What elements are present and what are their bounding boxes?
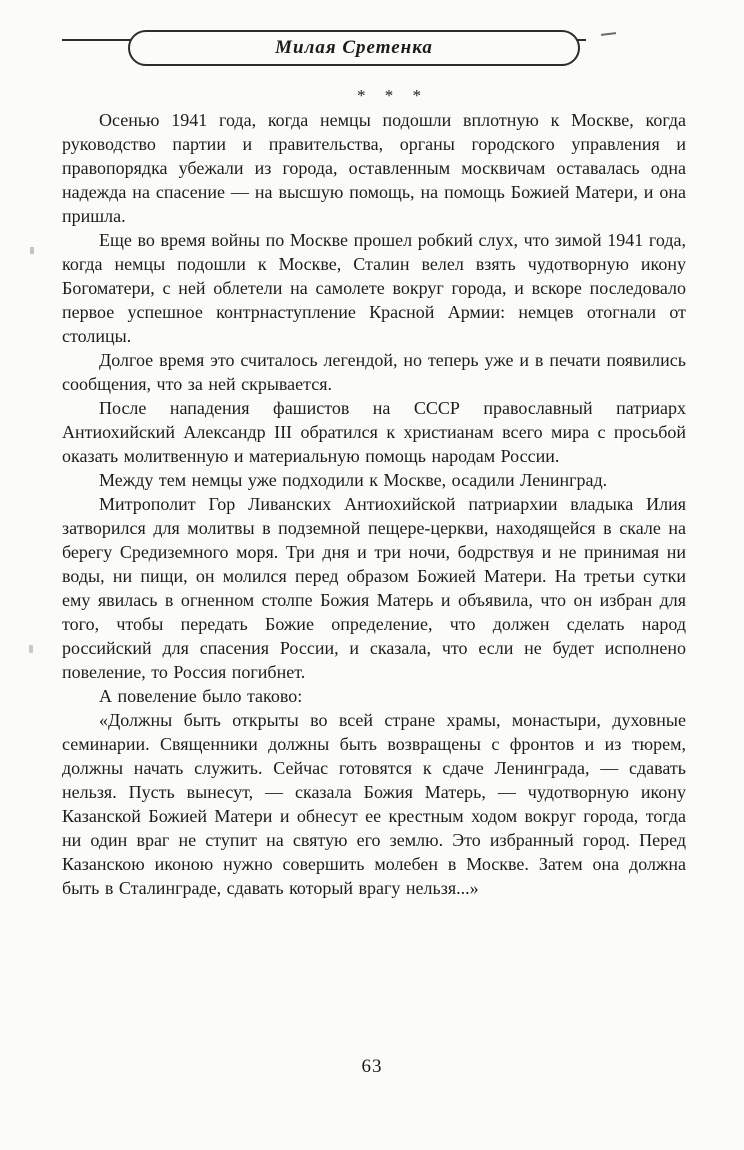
section-divider: * * *: [357, 86, 428, 105]
paragraph: После нападения фашистов на СССР православный патриарх Антиохийский Александр III обратился к христианам всего мира с просьбой оказать молитвенную и материальную помощь народам России.: [62, 398, 686, 466]
page-number: 63: [361, 1056, 383, 1077]
scan-speck: [30, 247, 34, 254]
scan-speck: [29, 645, 33, 653]
paragraph: А повеление было таково:: [99, 686, 303, 706]
header-title-frame: [128, 30, 580, 66]
paragraph: Между тем немцы уже подходили к Москве, осадили Ленинград.: [99, 470, 608, 490]
paragraph: Долгое время это считалось легендой, но теперь уже и в печати появились сообщения, что за ней скрывается.: [62, 350, 686, 394]
paragraph: «Должны быть открыты во всей стране храмы, монастыри, духовные семинарии. Священники должны быть возвращены с фронтов и из тюрем, должны начать служить. Сейчас готовятся к сдаче Ленинграда, — сдавать нельзя. Пусть вынесут, — сказала Божия Матерь, — чудотворную икону Казанской Божией Матери и обнесут ее крестным ходом вокруг города, тогда ни один враг не ступит на святую его землю. Это избранный город. Перед Казанскою иконою нужно совершить молебен в Москве. Затем она должна быть в Сталинграде, сдавать который врагу нельзя...»: [62, 710, 686, 898]
header-dash-mark: [601, 32, 616, 36]
book-title: Милая Сретенка: [275, 37, 433, 58]
page-body-text: [62, 84, 686, 900]
paragraph: Осенью 1941 года, когда немцы подошли вплотную к Москве, когда руководство партии и правительства, органы городского управления и правопорядка убежали из города, оставленным москвичам оставалась одна надежда на спасение — на высшую помощь, на помощь Божией Матери, и она пришла.: [62, 110, 686, 226]
paragraph: Митрополит Гор Ливанских Антиохийской патриархии владыка Илия затворился для молитвы в подземной пещере-церкви, находящейся в скале на берегу Средиземного моря. Три дня и три ночи, бодрствуя и не принимая ни воды, ни пищи, он молился перед образом Божией Матери. На третьи сутки ему явилась в огненном столпе Божия Матерь и объявила, что он избран для того, чтобы передать Божие определение, что должен сделать народ российский для спасения России, и сказала, что если не будет исполнено повеление, то Россия погибнет.: [62, 494, 686, 682]
paragraph: Еще во время войны по Москве прошел робкий слух, что зимой 1941 года, когда немцы подошли к Москве, Сталин велел взять чудотворную икону Богоматери, с ней облетели на самолете вокруг города, и вскоре последовало первое успешное контрнаступление Красной Армии: немцев отогнали от столицы.: [62, 230, 686, 346]
